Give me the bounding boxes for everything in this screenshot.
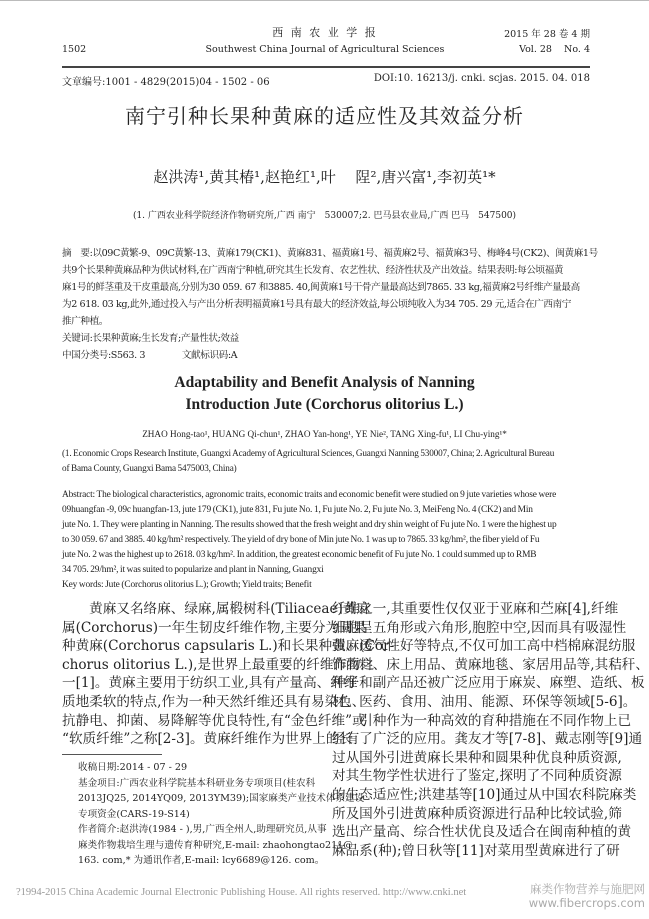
text-line: 质地柔软的特点,作为一种天然纤维还具有易染色、 bbox=[62, 693, 366, 710]
page-number: 1502 bbox=[62, 44, 87, 55]
text-line: 麻类作物栽培生理与遗传育种研究,E-mail: zhaohongtao211@ bbox=[78, 839, 353, 851]
text-line: 34 705. 29/hm², it was suited to popularize and plant in Nanning, Guangxi bbox=[62, 565, 324, 575]
text-line: 所及国外引进黄麻种质资源进行品种比较试验,筛 bbox=[332, 805, 622, 822]
authors-cn: 赵洪涛¹,黄其椿¹,赵艳红¹,叶 陧²,唐兴富¹,李初英¹* bbox=[153, 168, 496, 186]
text-line: 中国分类号:S563. 3 文献标识码:A bbox=[62, 350, 238, 361]
text-line: 为2 618. 03 kg,此外,通过投入与产出分析表明福黄麻1号具有最大的经济效益,每公顷纯收入为34 705. 29 元,适合在广西南宁 bbox=[62, 299, 571, 310]
text-line: 属(Corchorus)一年生韧皮纤维作物,主要分为圆果 bbox=[62, 619, 367, 636]
text-line: 一[1]。黄麻主要用于纺织工业,具有产量高、纤维 bbox=[62, 675, 358, 692]
text-line: 对其生物学性状进行了鉴定,探明了不同种质资源 bbox=[332, 768, 622, 785]
text-line: of Bama County, Guangxi Bama 5475003, China) bbox=[62, 463, 237, 473]
watermark bbox=[529, 882, 645, 910]
text-line: 材、医药、食用、油用、能源、环保等领域[5-6]。 bbox=[332, 693, 637, 710]
issue-cn: 2015 年 28 卷 4 期 bbox=[504, 29, 590, 40]
text-line: 麻品系(种);曾日秋等[11]对菜用型黄麻进行了研 bbox=[332, 842, 620, 859]
header-rule bbox=[62, 66, 590, 68]
journal-name-cn: 西 南 农 业 学 报 bbox=[272, 26, 378, 39]
text-line: 推广种植。 bbox=[62, 316, 108, 327]
copyright-footer: ?1994-2015 China Academic Journal Electronic Publishing House. All rights reserved. http://www.cnki.net bbox=[16, 887, 467, 898]
footnote-rule bbox=[62, 754, 162, 755]
text-line: 收稿日期:2014 - 07 - 29 bbox=[78, 762, 188, 773]
text-line: 基金项目:广西农业科学院基本科研业务专项项目(桂农科 bbox=[78, 777, 316, 789]
article-number: 文章编号:1001 - 4829(2015)04 - 1502 - 06 bbox=[62, 77, 270, 88]
body-left-column bbox=[62, 600, 395, 749]
text-line: 163. com,* 为通讯作者,E-mail: lcy6689@126. com。 bbox=[78, 855, 325, 866]
text-line: 2013JQ25, 2014YQ09, 2013YM39);国家麻类产业技术体系建设 bbox=[78, 793, 365, 804]
text-line: (1. Economic Crops Research Institute, Guangxi Academy of Agricultural Sciences, Guangxi Nanning 530007, China; 2. Agricultural Bureau bbox=[62, 448, 555, 458]
journal-name-en: Southwest China Journal of Agricultural Sciences bbox=[205, 44, 445, 55]
text-line: Abstract: The biological characteristics, agronomic traits, economic traits and economic benefit were studied on 9 jute varieties whose were bbox=[62, 490, 557, 500]
text-line: 种子和副产品还被广泛应用于麻炭、麻塑、造纸、板 bbox=[332, 675, 645, 692]
text-line: 黄麻又名络麻、绿麻,属椴树科(Tiliaceae)黄麻 bbox=[62, 601, 371, 617]
body-right-column bbox=[332, 600, 649, 860]
issue-en: Vol. 28 No. 4 bbox=[519, 44, 590, 55]
doi: DOI:10. 16213/j. cnki. scjas. 2015. 04. 018 bbox=[373, 73, 590, 84]
title-en-line: Introduction Jute (Corchorus olitorius L.) bbox=[185, 396, 464, 413]
text-line: 过从国外引进黄麻长果种和圆果种优良种质资源, bbox=[332, 749, 622, 766]
text-line: 选出产量高、综合性状优良及适合在闽南种植的黄 bbox=[332, 824, 632, 841]
text-line: to 30 059. 67 and 3885. 40 kg/hm² respectively. The yield of dry bone of Min jute No. 1 was up to 7865. 33 kg/hm², the fiber yield of Fu bbox=[62, 535, 540, 545]
text-line: 细胞呈五角形或六角形,胞腔中空,因而具有吸湿性 bbox=[332, 619, 627, 636]
title-en bbox=[0, 372, 649, 416]
text-line: 经有了广泛的应用。龚友才等[7-8]、戴志刚等[9]通 bbox=[332, 731, 643, 748]
text-line: 摘 要:以09C黄繁-9、09C黄繁-13、黄麻179(CK1)、黄麻831、福黄麻1号、福黄麻2号、福黄麻3号、梅峰4号(CK2)、闽黄麻1号 bbox=[62, 248, 598, 259]
title-cn: 南宁引种长果种黄麻的适应性及其效益分析 bbox=[125, 104, 524, 128]
footnotes bbox=[78, 760, 364, 869]
text-line: 麻1号的鲜茎重及干皮重最高,分别为30 059. 67 和3885. 40,闽黄麻1号干骨产量最高达到7865. 33 kg,福黄麻2号纤维产量最高 bbox=[62, 282, 580, 293]
text-line: 种黄麻(Corchorus capsularis L.)和长果种黄麻(Cor- bbox=[62, 638, 395, 655]
text-line: 的生态适应性;洪建基等[10]通过从中国农科院麻类 bbox=[332, 786, 637, 803]
title-en-line: Adaptability and Benefit Analysis of Nanning bbox=[174, 374, 475, 391]
text-line: 09huangfan -9, 09c huangfan-13, jute 179 (CK1), jute 831, Fu jute No. 1, Fu jute No. 2, Fu jute No. 3, MeiFeng No. 4 (CK2) and Min bbox=[62, 505, 533, 515]
text-line: 作者简介:赵洪涛(1984 - ),男,广西全州人,助理研究员,从事 bbox=[78, 824, 327, 835]
text-line: chorus olitorius L.),是世界上最重要的纤维作物之 bbox=[62, 656, 375, 673]
text-line: Key words: Jute (Corchorus olitorius L.); Growth; Yield traits; Benefit bbox=[62, 580, 312, 590]
text-line: “软质纤维”之称[2-3]。黄麻纤维作为世界上的长 bbox=[62, 731, 354, 748]
abstract-en bbox=[62, 488, 590, 593]
text-line: 纤维之一,其重要性仅仅亚于亚麻和苎麻[4],纤维 bbox=[332, 601, 619, 617]
text-line: 强、透气性好等特点,不仅可加工高中档棉麻混纺服 bbox=[332, 638, 636, 655]
watermark-url: www.fibercrops.com bbox=[528, 896, 645, 910]
text-line: 抗静电、抑菌、易降解等优良特性,有“金色纤维”或 bbox=[62, 712, 366, 729]
text-line: 关键词:长果种黄麻;生长发育;产量性状;效益 bbox=[62, 333, 239, 344]
watermark-cn: 麻类作物营养与施肥网 bbox=[530, 882, 645, 896]
authors-en: ZHAO Hong-tao¹, HUANG Qi-chun¹, ZHAO Yan-hong¹, YE Nie², TANG Xing-fu¹, LI Chu-ying¹* bbox=[142, 429, 507, 439]
text-line: 专项资金(CARS-19-S14) bbox=[78, 808, 190, 820]
text-line: jute No. 1. They were planting in Nanning. The results showed that the fresh weight and dry shin weight of Fu jute No. 1 were the highest up bbox=[62, 520, 557, 530]
text-line: jute No. 2 was the highest up to 2618. 03 kg/hm². In addition, the greatest economic benefit of Fu jute No. 1 could summed up to RMB bbox=[62, 550, 537, 560]
abstract-cn bbox=[62, 245, 598, 364]
affiliation-cn: (1. 广西农业科学院经济作物研究所,广西 南宁 530007;2. 巴马县农业局,广西 巴马 547500) bbox=[132, 211, 517, 221]
text-line: 引种作为一种高效的育种措施在不同作物上已 bbox=[332, 712, 632, 729]
affiliation-en bbox=[62, 446, 590, 476]
text-line: 共9个长果种黄麻品种为供试材料,在广西南宁种植,研究其生长发育、农艺性状、经济性状及产出效益。结果表明:每公顷福黄 bbox=[62, 265, 564, 276]
text-line: 饰面料、床上用品、黄麻地毯、家居用品等,其秸秆、 bbox=[332, 656, 649, 673]
